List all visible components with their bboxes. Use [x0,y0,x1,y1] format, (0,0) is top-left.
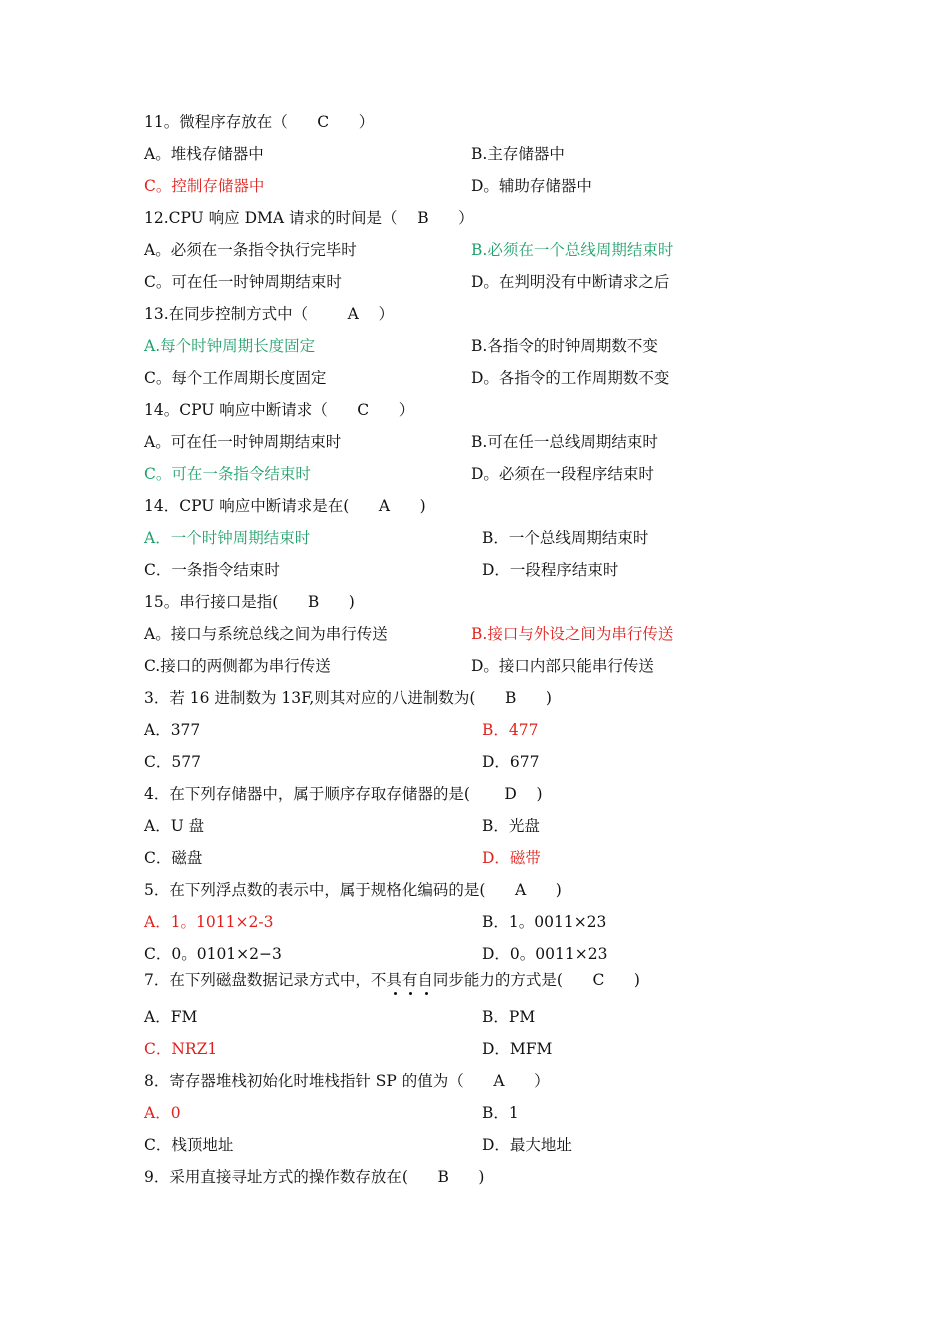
emphasis-dot [409,992,412,995]
option-a-answer: A．一个时钟周期结束时 [144,529,311,547]
option-d: D。辅助存储器中 [471,177,592,195]
option-d: D．677 [482,753,540,771]
option-b-answer: B．477 [482,721,539,739]
emphasis-dot [425,992,428,995]
option-b: B．1。0011×23 [482,913,607,931]
option-d: D．0。0011×23 [482,945,608,963]
option-a: A。堆栈存储器中 [144,145,264,163]
option-b: B.各指令的时钟周期数不变 [471,337,658,355]
option-c-answer: C．NRZ1 [144,1040,218,1058]
option-c-answer: C。控制存储器中 [144,177,265,195]
emphasis-dot [394,992,397,995]
question-stem: 9．采用直接寻址方式的操作数存放在( B ) [144,1168,485,1186]
question-stem: 8．寄存器堆栈初始化时堆栈指针 SP 的值为（ A ） [144,1072,550,1090]
option-a: A。接口与系统总线之间为串行传送 [144,625,388,643]
option-c-answer: C。可在一条指令结束时 [144,465,311,483]
option-b: B．1 [482,1104,519,1122]
question-stem: 5．在下列浮点数的表示中，属于规格化编码的是( A ) [144,881,562,899]
option-c: C．0。0101×2−3 [144,945,282,963]
option-a: A。可在任一时钟周期结束时 [144,433,342,451]
option-c: C.接口的两侧都为串行传送 [144,657,331,675]
option-b: B.主存储器中 [471,145,565,163]
option-d: D．一段程序结束时 [482,561,619,579]
question-stem: 13.在同步控制方式中（ A ） [144,305,394,323]
option-b: B．光盘 [482,817,540,835]
option-c: C。每个工作周期长度固定 [144,369,327,387]
option-d: D。在判明没有中断请求之后 [471,273,670,291]
option-b: B.可在任一总线周期结束时 [471,433,658,451]
option-b: B．PM [482,1008,536,1026]
question-stem: 3．若 16 进制数为 13F,则其对应的八进制数为( B ) [144,689,552,707]
option-a-answer: A.每个时钟周期长度固定 [144,337,316,355]
question-stem: 14．CPU 响应中断请求是在( A ) [144,497,426,515]
question-stem: 12.CPU 响应 DMA 请求的时间是（ B ） [144,209,474,227]
question-stem: 14。CPU 响应中断请求（ C ） [144,401,415,419]
option-c: C．栈顶地址 [144,1136,234,1154]
option-a: A。必须在一条指令执行完毕时 [144,241,357,259]
option-a: A．377 [144,721,201,739]
option-b: B．一个总线周期结束时 [482,529,649,547]
question-stem: 15。串行接口是指( B ) [144,593,355,611]
option-d-answer: D．磁带 [482,849,541,867]
option-a-answer: A．1。1011×2-3 [144,913,274,931]
option-a: A．FM [144,1008,198,1026]
option-d: D．MFM [482,1040,553,1058]
question-stem: 11。微程序存放在（ C ） [144,113,375,131]
option-c: C．磁盘 [144,849,203,867]
option-d: D．最大地址 [482,1136,572,1154]
question-stem: 4．在下列存储器中，属于顺序存取存储器的是( D ) [144,785,543,803]
option-b-answer: B.接口与外设之间为串行传送 [471,625,674,643]
option-c: C。可在任一时钟周期结束时 [144,273,342,291]
option-a: A．U 盘 [144,817,205,835]
option-b-answer: B.必须在一个总线周期结束时 [471,241,674,259]
option-c: C．577 [144,753,201,771]
question-stem: 7．在下列磁盘数据记录方式中，不具有自同步能力的方式是( C ) [144,971,640,989]
option-a-answer: A．0 [144,1104,181,1122]
option-c: C．一条指令结束时 [144,561,280,579]
option-d: D。必须在一段程序结束时 [471,465,654,483]
option-d: D。各指令的工作周期数不变 [471,369,670,387]
option-d: D。接口内部只能串行传送 [471,657,654,675]
